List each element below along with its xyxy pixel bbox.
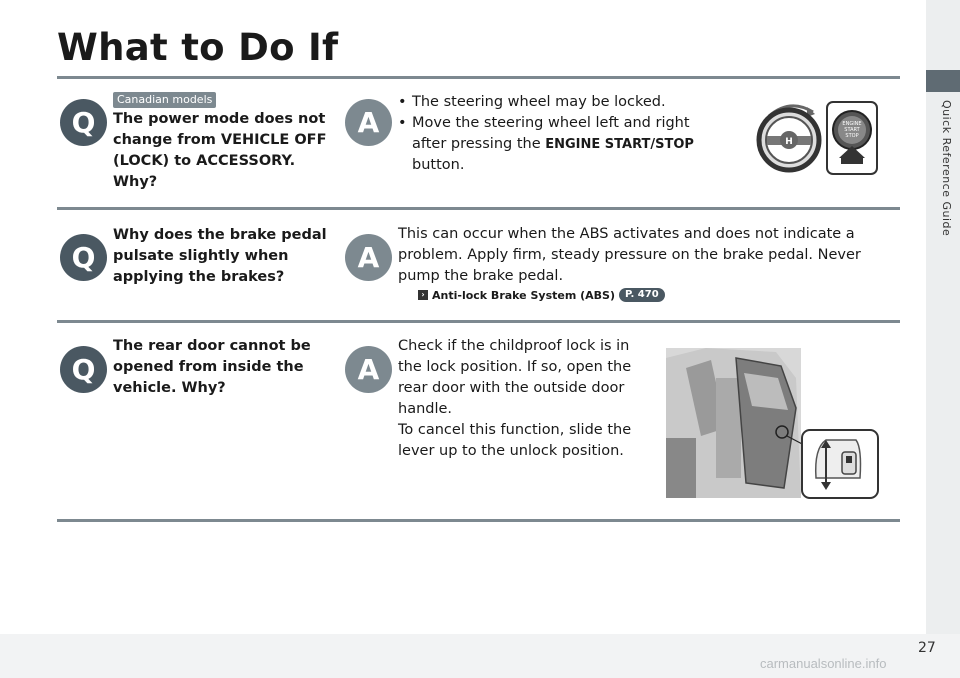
reference-arrow-icon: › xyxy=(418,290,428,300)
answer-icon xyxy=(345,234,392,281)
watermark: carmanualsonline.info xyxy=(760,656,887,671)
answer-icon-letter: A xyxy=(357,106,380,139)
side-tab-marker xyxy=(926,70,960,92)
page-title: What to Do If xyxy=(57,26,339,69)
svg-text:A: A xyxy=(357,353,380,386)
steering-wheel-illustration xyxy=(755,98,880,176)
answer-3: Check if the childproof lock is in the lock position. If so, open the rear door with the outside door handle. To cancel this function, slide the lever up to the unlock position. xyxy=(398,338,632,459)
side-label: Quick Reference Guide xyxy=(940,100,953,237)
question-icon-letter: Q xyxy=(71,106,96,139)
page-number: 27 xyxy=(918,640,936,656)
question-3: The rear door cannot be opened from inside the vehicle. Why? xyxy=(113,338,311,396)
section-divider-3 xyxy=(57,519,900,522)
start-button-text-3: STOP xyxy=(845,133,859,139)
svg-text:Q: Q xyxy=(71,241,96,274)
start-button-text-1: ENGINE xyxy=(842,121,862,127)
answer-1: • The steering wheel may be locked. • Move the steering wheel left and right after pressing the ENGINE START/STOP button. xyxy=(398,94,694,173)
svg-text:Q: Q xyxy=(71,353,96,386)
question-icon xyxy=(60,234,107,281)
answer-1-bullet-1: • The steering wheel may be locked. xyxy=(398,94,666,110)
answer-2: This can occur when the ABS activates and does not indicate a problem. Apply firm, steady pressure on the brake pedal. Never pump the brake pedal. xyxy=(398,226,861,284)
side-tab xyxy=(926,0,960,634)
svg-text:H: H xyxy=(785,137,793,147)
rear-door-illustration xyxy=(666,348,880,500)
reference-text: Anti-lock Brake System (ABS) xyxy=(432,288,615,302)
page-reference-link[interactable]: P. 470 xyxy=(619,288,665,302)
question-icon xyxy=(60,99,107,146)
section-divider-1 xyxy=(57,207,900,210)
title-divider xyxy=(57,76,900,79)
start-button-text-2: START xyxy=(844,127,860,133)
answer-1-bullet-2: • Move the steering wheel left and right xyxy=(398,115,690,131)
section-divider-2 xyxy=(57,320,900,323)
svg-text:A: A xyxy=(357,241,380,274)
question-icon xyxy=(60,346,107,393)
answer-icon xyxy=(345,99,392,146)
question-2: Why does the brake pedal pulsate slightly when applying the brakes? xyxy=(113,227,327,285)
cross-reference[interactable] xyxy=(418,288,665,302)
answer-icon xyxy=(345,346,392,393)
question-1: The power mode does not change from VEHICLE OFF (LOCK) to ACCESSORY. Why? xyxy=(113,111,327,190)
region-badge: Canadian models xyxy=(113,92,216,108)
